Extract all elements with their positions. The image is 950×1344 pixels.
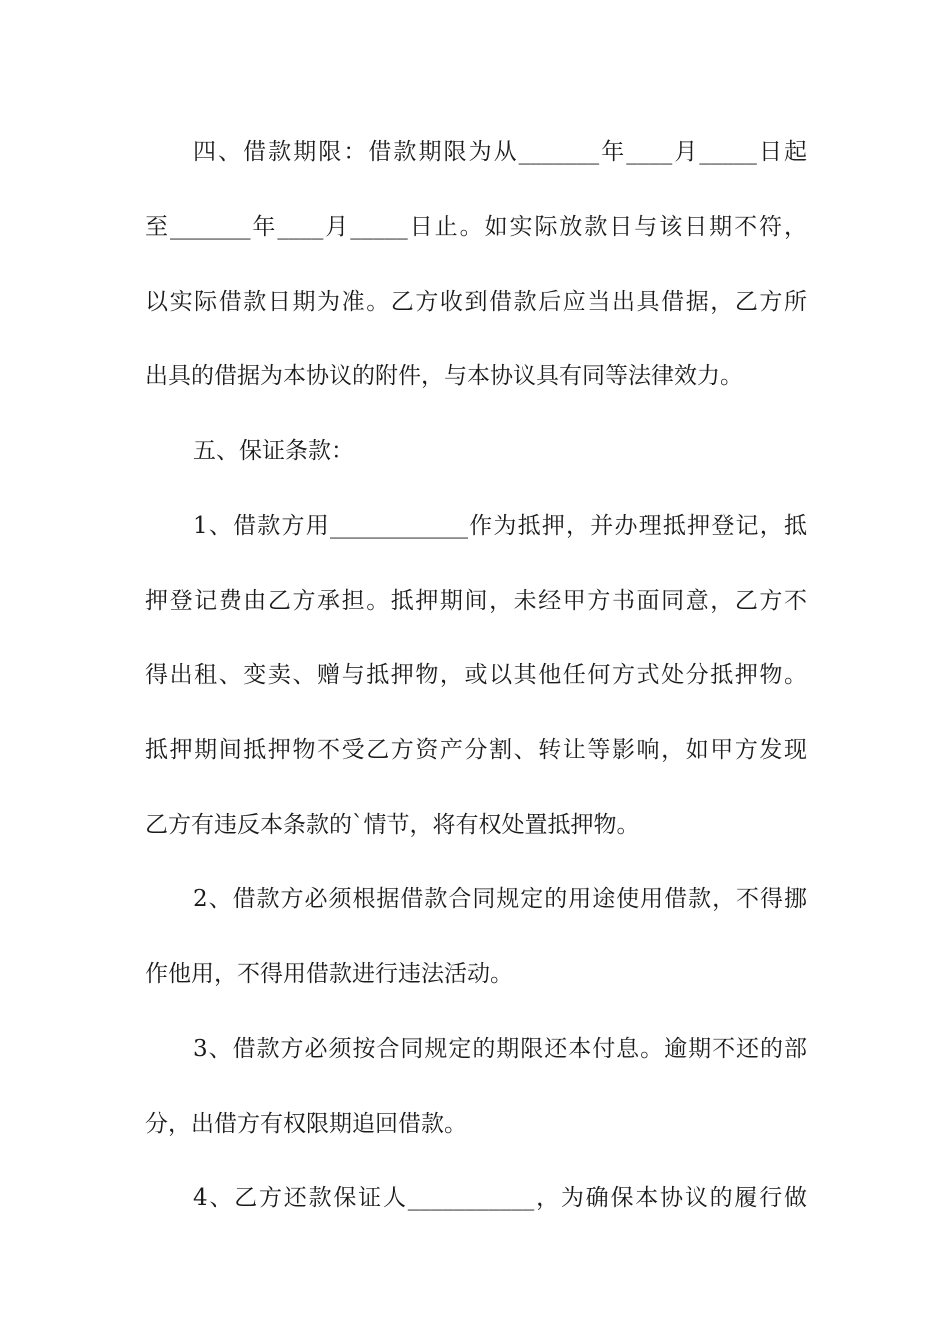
item-3-line-2: 分，出借方有权限期追回借款。 (145, 1111, 467, 1137)
item-1-line-1: 1、借款方用____________作为抵押，并办理抵押登记，抵 (193, 513, 807, 539)
clause-4-loan-term-line-4: 出具的借据为本协议的附件，与本协议具有同等法律效力。 (145, 363, 743, 389)
clause-4-loan-term-line-2: 至_______年____月_____日止。如实际放款日与该日期不符， (145, 214, 807, 240)
item-4-line-1: 4、乙方还款保证人___________，为确保本协议的履行做 (193, 1185, 807, 1211)
clause-4-loan-term-line-3: 以实际借款日期为准。乙方收到借款后应当出具借据，乙方所 (145, 289, 807, 315)
item-1-line-4: 抵押期间抵押物不受乙方资产分割、转让等影响，如甲方发现 (145, 737, 807, 763)
clause-5-heading: 五、保证条款： (193, 438, 354, 464)
item-1-line-2: 押登记费由乙方承担。抵押期间，未经甲方书面同意，乙方不 (145, 588, 807, 614)
item-3-line-1: 3、借款方必须按合同规定的期限还本付息。逾期不还的部 (193, 1036, 807, 1062)
item-2-line-2: 作他用，不得用借款进行违法活动。 (145, 961, 513, 987)
item-1-line-3: 得出租、变卖、赠与抵押物，或以其他任何方式处分抵押物。 (145, 662, 807, 688)
item-2-line-1: 2、借款方必须根据借款合同规定的用途使用借款，不得挪 (193, 886, 807, 912)
clause-4-loan-term-line-1: 四、借款期限：借款期限为从_______年____月_____日起 (193, 139, 807, 165)
item-1-line-5: 乙方有违反本条款的`情节，将有权处置抵押物。 (145, 812, 640, 838)
